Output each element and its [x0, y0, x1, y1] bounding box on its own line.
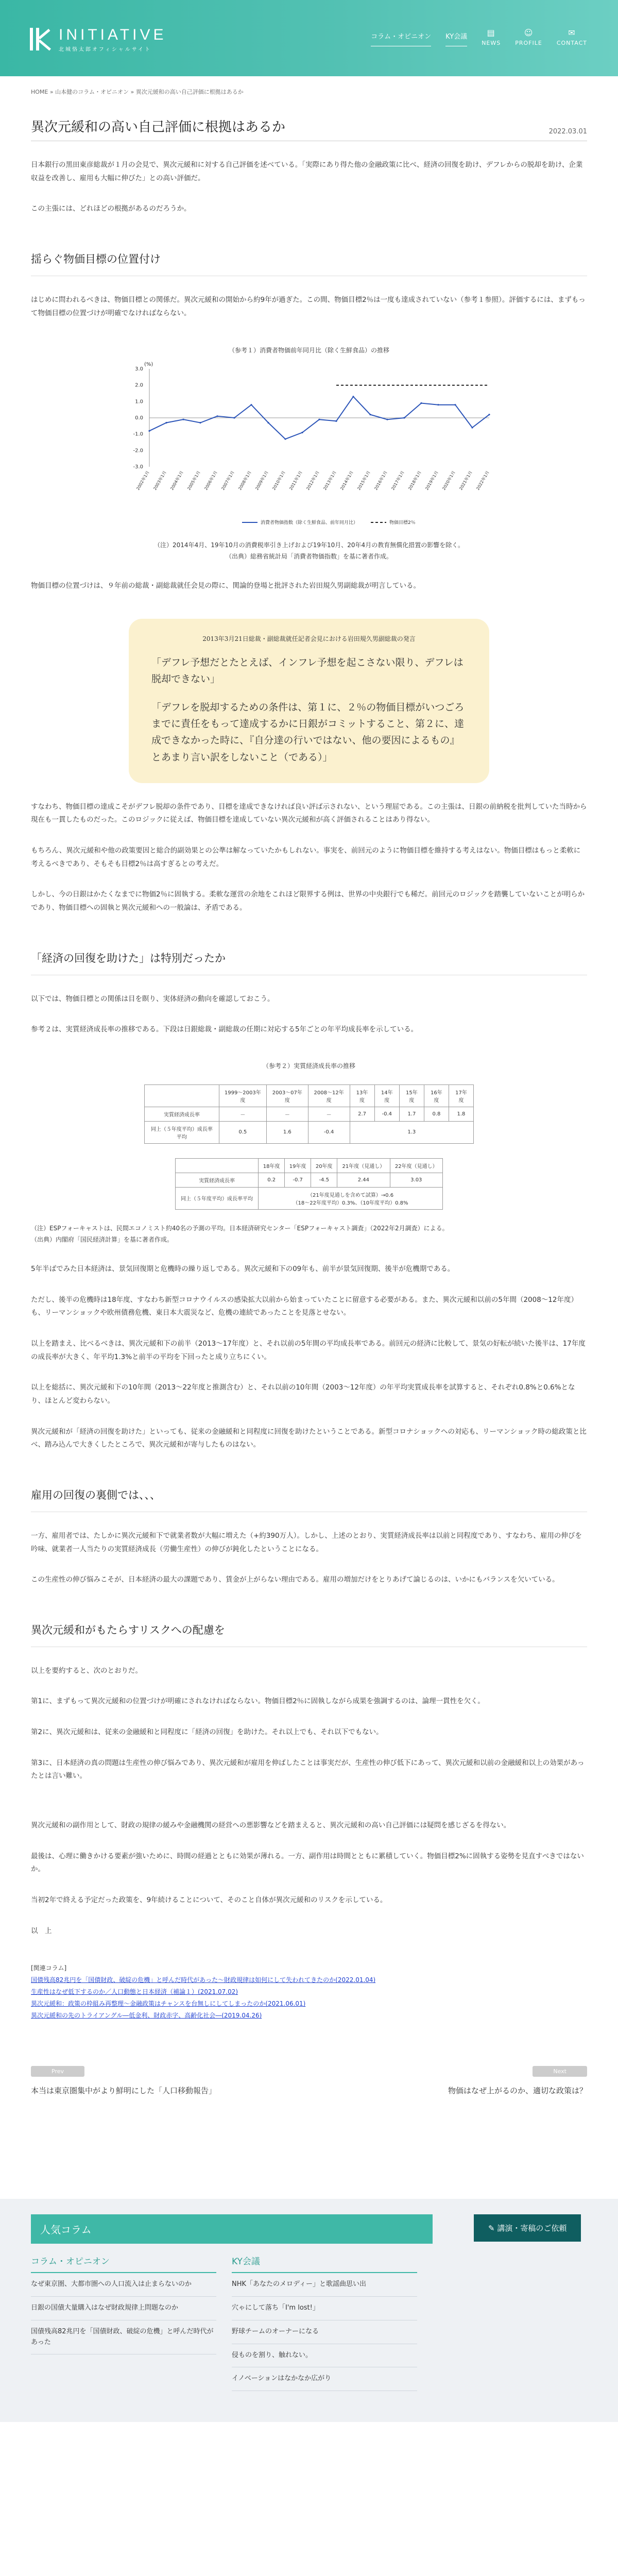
- page-title: 異次元緩和の高い自己評価に根拠はあるか: [31, 120, 286, 135]
- newspaper-icon: ▤: [487, 28, 495, 38]
- nav-column-opinion[interactable]: コラム・オピニオン: [371, 31, 431, 46]
- cpi-point: [335, 420, 337, 422]
- next-button[interactable]: Next: [533, 2066, 587, 2077]
- table-cell: －: [308, 1107, 350, 1121]
- table-cell: －: [266, 1107, 308, 1121]
- cpi-point: [488, 414, 490, 415]
- table-header-cell: 2008～12年度: [308, 1084, 350, 1107]
- cpi-point: [165, 422, 167, 423]
- section-title: 「経済の回復を助けた」は特別だったか: [31, 941, 587, 975]
- paragraph: 異次元緩和が「経済の回復を助けた」といっても、従来の金融緩和と同程度に回復を助けたということである。新型コロナショックへの対応も、リーマンショック時の総政策と比べ、踏み込んで大きくしたところで、異次元緩和が寄与したものはない。: [31, 1427, 587, 1449]
- paragraph: ただし、後半の危機時は18年度、すなわち新型コロナウイルスの感染拡大以前から始まっていたことに留意する必要がある。また、異次元緩和以前の5年間（2008〜12年度）も、リーマンショックや欧州債務危機、東日本大震災など、危機の連続であったことを見落とせない。: [31, 1295, 578, 1317]
- cpi-point: [437, 404, 439, 405]
- lecture-request-button[interactable]: [474, 2214, 581, 2242]
- paragraph: 最後は、心理に働きかける要素が強いために、時間の経過とともに効果が薄れる。一方、副作用は時間とともに累積していく。物価目標2%に固執する姿勢を見直すべきではないか。: [31, 1852, 584, 1874]
- legend-label-cpi: 消費者物価指数（除く生鮮食品、前年同月比）: [261, 520, 358, 526]
- table-header-cell: 13年度: [350, 1084, 374, 1107]
- quote-header: 2013年3月21日総裁・副総裁就任記者会見における岩田規久男副総裁の発言: [202, 635, 416, 643]
- x-tick-label: 2004年1月: [169, 470, 184, 492]
- table-cell: 実質経済成長率: [145, 1107, 219, 1121]
- paragraph: 第1に、まずもって異次元緩和の位置づけが明確にされなければならない。物価目標2％に固執しながら成果を強調するのは、論理一貫性を欠く。: [31, 1697, 485, 1706]
- cpi-point: [403, 417, 405, 419]
- paragraph: しかし、今の日銀はかたくなまでに物価2％に固執する。柔軟な運営の余地をこれほど限界する例は、世界の中央銀行でも稀だ。前回元のロジックを踏襲していないことが明らかであり、物価目標への固執と異次元緩和への一般論は、矛盾である。: [31, 890, 585, 912]
- paragraph: 以上を踏まえ、比べるべきは、異次元緩和下の前半（2013〜17年度）と、それ以前の5年間の平均成長率である。前回元の経済に比較して、景気の好転が続いた後半は、17年度の成長率が大きく、年平均1.3%と前半の平均を下回ったと成り立ちにくい。: [31, 1340, 586, 1361]
- x-tick-label: 2016年1月: [373, 470, 388, 492]
- quote-text: 「デフレ予想だとたとえば、インフレ予想を起こさない限り、デフレは脱却できない」: [151, 657, 464, 685]
- table-header-cell: 22年度（見通し）: [390, 1158, 442, 1173]
- table-row: [145, 1121, 474, 1143]
- table-cell: 1.7: [399, 1107, 424, 1121]
- gdp-table-1: [144, 1084, 474, 1144]
- cpi-point: [233, 417, 235, 419]
- table-cell: -0.4: [374, 1107, 399, 1121]
- nav-ky-meeting[interactable]: KY会議: [445, 31, 467, 46]
- nav-contact-label: CONTACT: [556, 40, 587, 46]
- table-header-cell: 18年度: [259, 1158, 285, 1173]
- x-tick-label: 2009年1月: [254, 470, 269, 492]
- quote-text: 「デフレを脱却するための条件は、第１に、２％の物価目標がいつごろまでに責任をもって達成するかに日銀がコミットすること、第２に、達成できなかった時に、『自分達の行いではない、他の要因によるもの』とあまり言い訳をしないこと（である）」: [151, 701, 465, 763]
- logo-title: INITIATIVE: [59, 26, 167, 43]
- cpi-point: [386, 419, 388, 420]
- popular-category-title: KY会議: [232, 2254, 417, 2273]
- paragraph: 一方、雇用者では、たしかに異次元緩和下で就業者数が大幅に増えた（+約390万人）。しかし、上述のとおり、実質経済成長率は以前と同程度であり、すなわち、雇用の伸びを吟味、就業者一人当たりの実質経済成長（労働生産性）の伸びが鈍化したということになる。: [31, 1531, 582, 1553]
- table-cell: 0.2: [259, 1173, 285, 1187]
- x-tick-label: 2022年1月: [475, 470, 490, 492]
- table-cell-text: （18～22年度平均）0.3%、（10年度平均）0.8%: [293, 1200, 408, 1206]
- cpi-point: [454, 404, 456, 405]
- cpi-point: [216, 415, 218, 417]
- section-title: 異次元緩和がもたらすリスクへの配慮を: [31, 1613, 587, 1647]
- cpi-point: [284, 438, 286, 440]
- mail-icon: ✉: [568, 28, 576, 38]
- paragraph: はじめに問われるべきは、物価目標との関係だ。異次元緩和の開始から約9年が過ぎた。この間、物価目標2％は一度も達成されていない（参考１参照）。評価するには、まずもって物価目標の位置づけが明確でなければならない。: [31, 295, 586, 317]
- person-icon: ☺: [524, 28, 534, 38]
- lecture-request-label: 講演・寄稿のご依頼: [497, 2224, 567, 2233]
- cpi-point: [199, 422, 201, 423]
- table-cell: -0.7: [285, 1173, 311, 1187]
- article-date: 2022.03.01: [548, 128, 587, 135]
- table-cell: -4.5: [311, 1173, 337, 1187]
- table-header-cell: 20年度: [311, 1158, 337, 1173]
- nav-news-label: NEWS: [482, 40, 501, 46]
- related-link[interactable]: 生産性はなぜ低下するのか／人口動態と日本経済（補論１）(2021.07.02): [31, 1988, 238, 1996]
- popular-item[interactable]: 国債残高82兆円を「国債財政、破綻の危機」と呼んだ時代があった: [31, 2320, 216, 2355]
- related-link[interactable]: 国債残高82兆円を「国債財政、破綻の危機」と呼んだ時代があった〜財政規律は如何にして失われてきたのか(2022.01.04): [31, 1976, 376, 1984]
- table-note: （注）ESPフォーキャストは、民間エコノミスト約40名の予測の平均。日本経済研究センター「ESPフォーキャスト調査」（2022年2月調査）による。: [31, 1224, 449, 1232]
- y-axis-unit: (%): [144, 362, 153, 368]
- paragraph: もちろん、異次元緩和や他の政策要因と総合的副効果との公準は解なっていたかもしれない。事実を、前回元のように物価目標を維持する考えはない。物価目標はもっと柔軟に考えるべきであり、そもそも目標2％は高すぎるとの考えだ。: [31, 846, 581, 868]
- table-title: （参考２）実質経済成長率の推移: [262, 1062, 355, 1070]
- table-cell: 1.6: [266, 1121, 308, 1143]
- cpi-point: [369, 414, 371, 415]
- popular-item[interactable]: イノベーションはなかなか広がり: [232, 2367, 417, 2391]
- x-tick-label: 2008年1月: [237, 470, 252, 492]
- pager: [31, 2066, 587, 2096]
- x-tick-label: 2020年1月: [441, 470, 456, 492]
- cpi-point: [301, 432, 303, 433]
- nav-profile[interactable]: [515, 28, 542, 46]
- next-article-title[interactable]: 物価はなぜ上がるのか、適切な政策は？: [448, 2086, 587, 2096]
- table-cell: 1.8: [449, 1107, 473, 1121]
- x-tick-label: 2011年1月: [288, 470, 303, 492]
- table-header-cell: 14年度: [374, 1084, 399, 1107]
- logo-mark-icon: [30, 26, 54, 53]
- x-tick-label: 2006年1月: [203, 470, 218, 492]
- y-tick-label: 0.0: [135, 415, 143, 421]
- paragraph: 物価目標の位置づけは、９年前の総裁・副総裁就任会見の際に、関論的登場と批評された岩田規久男副総裁が明言している。: [31, 582, 420, 590]
- paragraph: 5年半ばでみた日本経済は、景気回復期と危機時の繰り返しである。異次元緩和下の09年も、前半が景気回復期、後半が危機期である。: [31, 1265, 455, 1274]
- paragraph: 第2に、異次元緩和は、従来の金融緩和と同程度に「経済の回復」を助けた。それ以上でも、それ以下でもない。: [31, 1728, 383, 1737]
- table-header-cell: 1999～2003年度: [219, 1084, 266, 1107]
- cpi-point: [352, 396, 354, 397]
- table-cell: 2.7: [350, 1107, 374, 1121]
- prev-button[interactable]: Prev: [31, 2066, 84, 2077]
- cpi-point: [318, 419, 320, 420]
- table-header-cell: [145, 1084, 219, 1107]
- table-cell: [259, 1187, 443, 1209]
- paragraph: 以上を要約すると、次のとおりだ。: [31, 1666, 142, 1675]
- x-tick-label: 2015年1月: [356, 470, 371, 492]
- popular-item[interactable]: 日銀の国債大量購入はなぜ財政規律上問題なのか: [31, 2297, 216, 2320]
- table-row: [176, 1173, 443, 1187]
- chart-title: （参考１）消費者物価前年同月比（除く生鮮食品）の推移: [228, 347, 389, 354]
- related-links-title: [関連コラム]: [31, 1964, 67, 1972]
- site-logo[interactable]: [30, 26, 166, 53]
- paragraph: 参考２は、実質経済成長率の推移である。下段は日銀総裁・副総裁の任期に対応する5年ごとの年平均成長率を示している。: [31, 1025, 418, 1034]
- popular-heading: 人気コラム: [31, 2214, 433, 2244]
- chart-source: （出典）総務省統計局「消費者物価指数」を基に著者作成。: [225, 552, 392, 560]
- prev-article-title[interactable]: 本当は東京圏集中がより鮮明にした「人口移動報告」: [31, 2086, 217, 2096]
- table-row: [145, 1107, 474, 1121]
- related-link[interactable]: 異次元緩和の先のトライアングル―低金利、財政赤字、高齢化社会―(2019.04.26): [31, 2012, 262, 2020]
- closing-mark: 以 上: [31, 1926, 52, 1935]
- paragraph: 異次元緩和の副作用として、財政の規律の緩みや金融機関の経営への悪影響などを踏まえると、異次元緩和の高い自己評価には疑問を感じざるを得ない。: [31, 1821, 511, 1830]
- x-tick-label: 2002年1月: [135, 470, 150, 492]
- popular-item[interactable]: NHK「あなたのメロディー」と歌謡曲思い出: [232, 2273, 417, 2297]
- table-source: （出典）内閣府「国民経済計算」を基に著者作成。: [31, 1235, 174, 1243]
- nav-contact[interactable]: [557, 28, 587, 46]
- paragraph: 日本銀行の黒田東彦総裁が１月の会見で、異次元緩和に対する自己評価を述べている。「実際にあり得た他の金融政策に比べ、経済の回復を助け、デフレからの脱却を助け、企業収益を改善し、雇用も大幅に伸びた」との高い評価だ。: [31, 161, 583, 182]
- x-tick-label: 2010年1月: [271, 470, 286, 492]
- article-header: [31, 116, 587, 141]
- cpi-point: [420, 402, 422, 404]
- site-header: [0, 0, 618, 76]
- logo-subtitle: 北城恪太郎オフィシャルサイト: [59, 46, 151, 53]
- y-tick-label: -1.0: [133, 431, 143, 437]
- paragraph: この生産性の伸び悩みこそが、日本経済の最大の課題であり、賃金が上がらない理由である。雇用の増加だけをとりあげて論じるのは、いかにもバランスを欠いている。: [31, 1575, 559, 1584]
- table-row: [176, 1187, 443, 1209]
- table-cell-text: （21年度見通しを含めて試算）→0.6: [307, 1192, 394, 1198]
- table-cell: 実質経済成長率: [176, 1173, 259, 1187]
- y-tick-label: 2.0: [135, 382, 143, 388]
- popular-category-title: コラム・オピニオン: [31, 2254, 216, 2273]
- y-tick-label: -3.0: [133, 464, 143, 470]
- table-cell: 3.03: [390, 1173, 442, 1187]
- x-tick-label: 2013年1月: [322, 470, 337, 492]
- cpi-point: [471, 427, 473, 429]
- cpi-chart: [113, 359, 505, 531]
- popular-columns: [0, 2199, 618, 2422]
- table-cell: 1.3: [350, 1121, 473, 1143]
- pencil-icon: ✎: [488, 2224, 497, 2233]
- table-cell: －: [219, 1107, 266, 1121]
- cpi-point: [267, 422, 269, 423]
- section-title: 揺らぐ物価目標の位置付け: [31, 242, 587, 276]
- table-cell: 2.44: [337, 1173, 390, 1187]
- chart-note: （注）2014年4月、19年10月の消費税率引き上げおよび19年10月、20年4月の教育無償化措置の影響を除く。: [154, 541, 464, 549]
- popular-item[interactable]: 穴ゃにして落ち「I'm lost!」: [232, 2297, 417, 2320]
- cpi-point: [250, 404, 252, 405]
- x-tick-label: 2017年1月: [390, 470, 405, 492]
- x-tick-label: 2021年1月: [458, 470, 473, 492]
- legend-label-target: 物価目標2％: [389, 520, 416, 526]
- x-tick-label: 2014年1月: [339, 470, 354, 492]
- popular-item[interactable]: 野球チームのオーナーになる: [232, 2320, 417, 2344]
- article-body: [0, 159, 618, 2020]
- breadcrumb[interactable]: HOME » 山本健のコラム・オピニオン » 異次元緩和の高い自己評価に根拠はあるか: [31, 89, 244, 95]
- cpi-point: [148, 430, 150, 432]
- paragraph: 以下では、物価目標との関係は目を瞑り、実体経済の動向を確認しておこう。: [31, 994, 274, 1003]
- y-tick-label: -2.0: [133, 448, 143, 454]
- paragraph: 以上を総括に、異次元緩和下の10年間（2013〜22年度と推測含む）と、それ以前の10年間（2003〜12年度）の年平均実質成長率を試算すると、それぞれ0.8%と0.6%となり、ほとんど変わらない。: [31, 1383, 575, 1405]
- table-header-cell: 19年度: [285, 1158, 311, 1173]
- table-cell: -0.4: [308, 1121, 350, 1143]
- table-header-cell: 16年度: [424, 1084, 449, 1107]
- related-link[interactable]: 異次元緩和：政策の枠組み再整理〜金融政策はチャンスを台無しにしてしまったのか(2021.06.01): [31, 2000, 306, 2008]
- y-tick-label: 3.0: [135, 366, 143, 372]
- table-header-cell: 17年度: [449, 1084, 473, 1107]
- paragraph: 第3に、日本経済の真の問題は生産性の伸び悩みであり、異次元緩和が雇用を伸ばしたことは事実だが、生産性の伸び低下にあって、異次元緩和以前の金融緩和以上の効果があったとは言い難い。: [31, 1758, 585, 1781]
- nav-profile-label: PROFILE: [515, 40, 542, 46]
- x-tick-label: 2005年1月: [186, 470, 201, 492]
- quote-box: [129, 619, 489, 783]
- paragraph: 当初2年で終える予定だった政策を、9年続けることについて、そのこと自体が異次元緩和のリスクを示している。: [31, 1895, 387, 1904]
- popular-item[interactable]: なぜ東京圏、大都市圏への人口流入は止まらないのか: [31, 2273, 216, 2297]
- top-nav: [371, 28, 587, 46]
- x-tick-label: 2018年1月: [407, 470, 422, 492]
- table-header-cell: 2003～07年度: [266, 1084, 308, 1107]
- x-tick-label: 2003年1月: [152, 470, 167, 492]
- table-cell: 0.8: [424, 1107, 449, 1121]
- table-cell: 同上（５年度平均）成長率平均: [145, 1121, 219, 1143]
- section-title: 雇用の回復の裏側では、、、: [31, 1478, 587, 1512]
- paragraph: この主張には、どれほどの根拠があるのだろうか。: [31, 205, 191, 213]
- cpi-point: [182, 419, 184, 420]
- table-header-cell: [176, 1158, 259, 1173]
- gdp-table-2: [175, 1158, 443, 1210]
- popular-item[interactable]: 侵ものを割り、触れない。: [232, 2344, 417, 2368]
- y-tick-label: 1.0: [135, 399, 143, 405]
- table-cell: 0.5: [219, 1121, 266, 1143]
- x-tick-label: 2019年1月: [424, 470, 439, 492]
- table-cell: 同上（５年度平均）成長率平均: [176, 1187, 259, 1209]
- table-header-cell: 15年度: [399, 1084, 424, 1107]
- nav-news[interactable]: [482, 28, 501, 46]
- table-header-cell: 21年度（見通し）: [337, 1158, 390, 1173]
- paragraph: すなわち、物価目標の達成こそがデフレ脱却の条件であり、目標を達成できなければ良い評ば示されない、という理屈である。この主張は、日銀の前納税を批判していた当時から現在も一貫したものだった。このロジックに従えば、物価目標を達成していない異次元緩和が高く評価されることはあり得ない。: [31, 802, 587, 824]
- x-tick-label: 2007年1月: [220, 470, 235, 492]
- x-tick-label: 2012年1月: [305, 470, 320, 492]
- cpi-chart-svg: [113, 359, 505, 529]
